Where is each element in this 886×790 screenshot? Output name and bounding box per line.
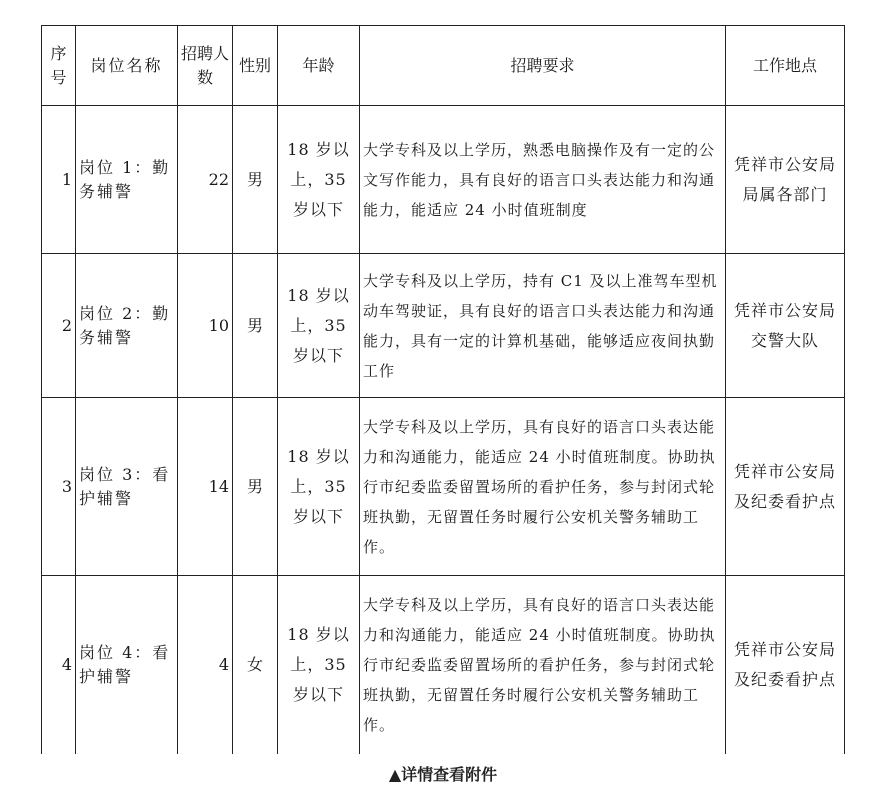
cell-location: 凭祥市公安局及纪委看护点 xyxy=(726,398,845,576)
header-requirements: 招聘要求 xyxy=(360,26,726,106)
table-row xyxy=(42,106,845,254)
cell-age: 18 岁以上，35 岁以下 xyxy=(278,576,360,754)
header-location: 工作地点 xyxy=(726,26,845,106)
cell-age: 18 岁以上，35 岁以下 xyxy=(278,398,360,576)
table-row xyxy=(42,576,845,754)
cell-position: 岗位 4：看护辅警 xyxy=(76,576,178,754)
cell-requirements: 大学专科及以上学历，熟悉电脑操作及有一定的公文写作能力，具有良好的语言口头表达能力和沟通能力，能适应 24 小时值班制度 xyxy=(360,106,726,254)
cell-position: 岗位 2：勤务辅警 xyxy=(76,254,178,398)
cell-requirements: 大学专科及以上学历，具有良好的语言口头表达能力和沟通能力，能适应 24 小时值班制度。协助执行市纪委监委留置场所的看护任务，参与封闭式轮班执勤，无留置任务时履行公安机关警务辅助工作。 xyxy=(360,398,726,576)
header-gender: 性别 xyxy=(233,26,278,106)
header-count: 招聘人数 xyxy=(178,26,233,106)
recruitment-table-container xyxy=(41,25,844,754)
attachment-caption: ▲详情查看附件 xyxy=(388,765,498,784)
cell-count: 10 xyxy=(178,254,233,398)
header-seq: 序号 xyxy=(42,26,76,106)
cell-seq: 4 xyxy=(42,576,76,754)
cell-gender: 女 xyxy=(233,576,278,754)
cell-location: 凭祥市公安局及纪委看护点 xyxy=(726,576,845,754)
table-row xyxy=(42,254,845,398)
cell-location: 凭祥市公安局局属各部门 xyxy=(726,106,845,254)
cell-requirements: 大学专科及以上学历，持有 C1 及以上准驾车型机动车驾驶证，具有良好的语言口头表达能力和沟通能力，具有一定的计算机基础，能够适应夜间执勤工作 xyxy=(360,254,726,398)
cell-age: 18 岁以上，35 岁以下 xyxy=(278,106,360,254)
cell-seq: 3 xyxy=(42,398,76,576)
cell-age: 18 岁以上，35 岁以下 xyxy=(278,254,360,398)
cell-gender: 男 xyxy=(233,398,278,576)
cell-gender: 男 xyxy=(233,106,278,254)
cell-count: 22 xyxy=(178,106,233,254)
cell-seq: 1 xyxy=(42,106,76,254)
cell-location: 凭祥市公安局交警大队 xyxy=(726,254,845,398)
table-row xyxy=(42,398,845,576)
cell-seq: 2 xyxy=(42,254,76,398)
cell-position: 岗位 3：看护辅警 xyxy=(76,398,178,576)
cell-position: 岗位 1：勤务辅警 xyxy=(76,106,178,254)
cell-count: 14 xyxy=(178,398,233,576)
header-position: 岗位名称 xyxy=(76,26,178,106)
cell-requirements: 大学专科及以上学历，具有良好的语言口头表达能力和沟通能力，能适应 24 小时值班制度。协助执行市纪委监委留置场所的看护任务，参与封闭式轮班执勤，无留置任务时履行公安机关警务辅助工作。 xyxy=(360,576,726,754)
header-row xyxy=(42,26,845,106)
cell-gender: 男 xyxy=(233,254,278,398)
recruitment-table xyxy=(41,25,845,754)
header-age: 年龄 xyxy=(278,26,360,106)
cell-count: 4 xyxy=(178,576,233,754)
